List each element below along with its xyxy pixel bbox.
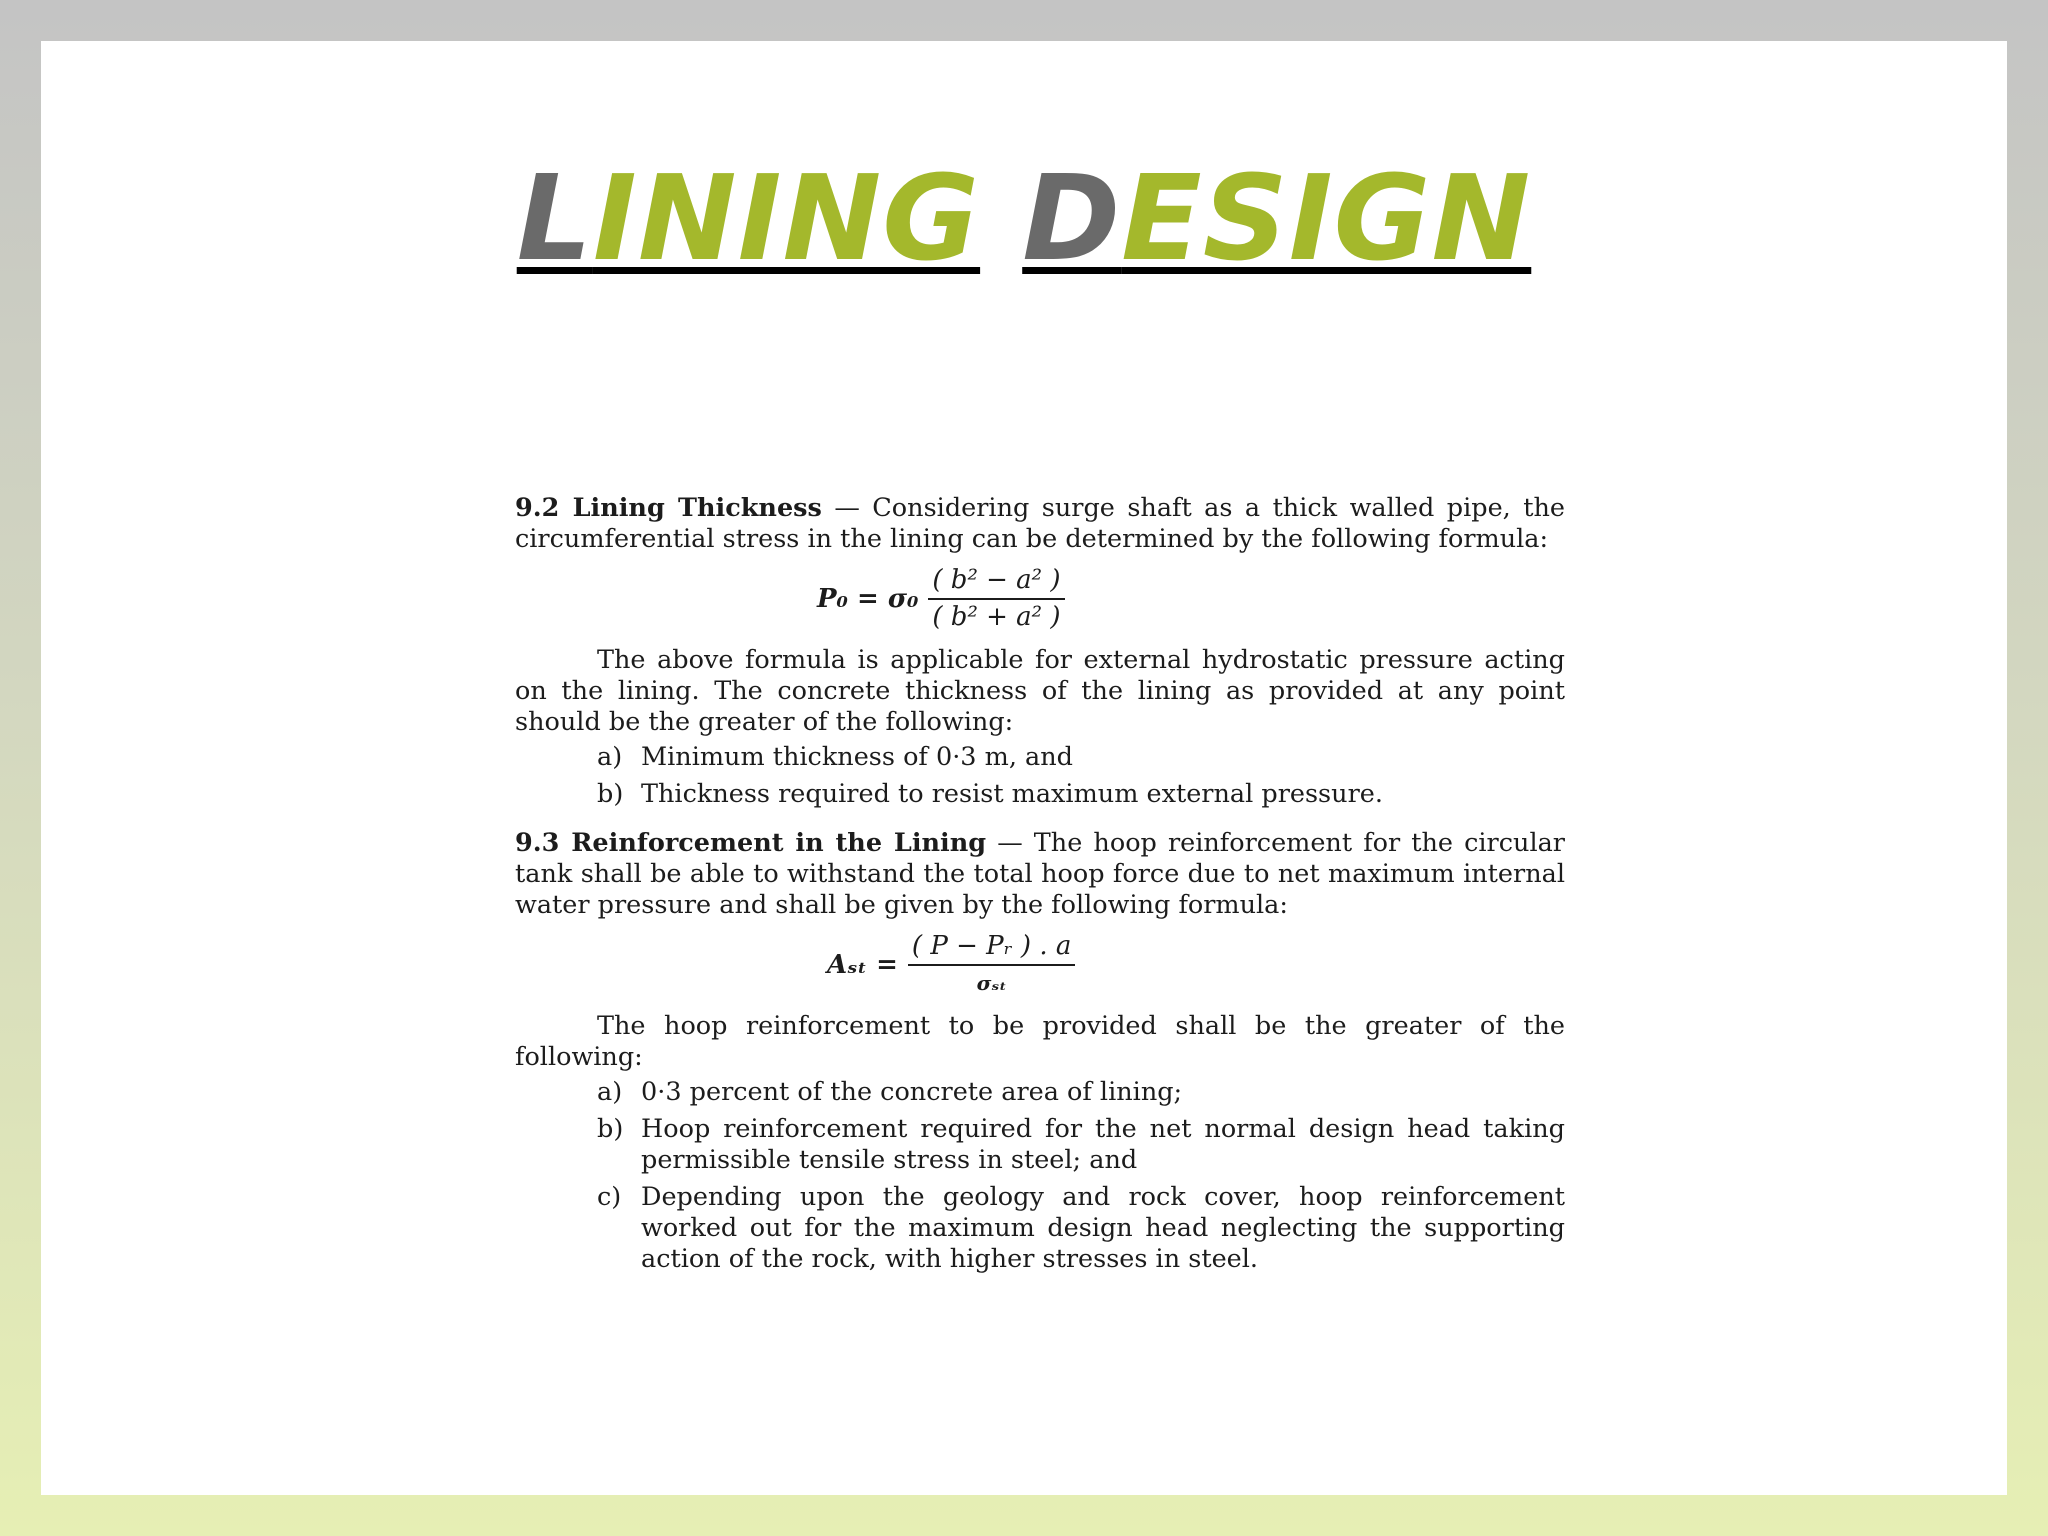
formula-numerator: ( b² − a² ) bbox=[928, 565, 1064, 600]
thickness-criteria-list bbox=[515, 742, 1565, 810]
list-marker: a) bbox=[597, 1077, 623, 1107]
section-9-2-heading: 9.2 Lining Thickness bbox=[515, 493, 822, 523]
list-item bbox=[597, 779, 1565, 810]
list-item bbox=[597, 742, 1565, 773]
list-item-text: Minimum thickness of 0·3 m, and bbox=[641, 742, 1073, 772]
formula-lhs: P₀ = σ₀ bbox=[817, 583, 919, 614]
list-item-text: Depending upon the geology and rock cover, hoop reinforcement worked out for the maximum design head neglecting the supporting action of the rock, with higher stresses in steel. bbox=[641, 1182, 1565, 1274]
hoop-reinforcement-criteria-list bbox=[515, 1077, 1565, 1275]
slide bbox=[41, 41, 2007, 1495]
list-item-text: Thickness required to resist maximum external pressure. bbox=[641, 779, 1383, 809]
list-item bbox=[597, 1182, 1565, 1275]
section-9-3-heading: 9.3 Reinforcement in the Lining bbox=[515, 828, 987, 858]
formula-circumferential-stress bbox=[817, 565, 1565, 633]
scanned-standard-excerpt bbox=[515, 493, 1565, 1281]
list-item-text: Hoop reinforcement required for the net normal design head taking permissible tensile stress in steel; and bbox=[641, 1114, 1565, 1175]
formula-numerator: ( P − Pᵣ ) . a bbox=[908, 931, 1075, 966]
title-word-lining: LINING bbox=[516, 149, 981, 287]
section-9-3-intro bbox=[515, 828, 1565, 921]
slide-title bbox=[41, 149, 2007, 287]
list-marker: a) bbox=[597, 742, 623, 772]
section-9-2-intro-text: — Considering surge shaft as a thick walled pipe, the circumferential stress in the lining can be determined by the following formula: bbox=[515, 493, 1565, 554]
list-marker: b) bbox=[597, 779, 624, 809]
title-word-design: DESIGN bbox=[1022, 149, 1532, 287]
formula-hoop-reinforcement bbox=[827, 931, 1565, 999]
formula-denominator: ( b² + a² ) bbox=[932, 602, 1061, 632]
formula-lhs: Aₛₜ = bbox=[827, 949, 898, 980]
list-item bbox=[597, 1077, 1565, 1108]
list-item bbox=[597, 1114, 1565, 1176]
list-item-text: 0·3 percent of the concrete area of lining; bbox=[641, 1077, 1183, 1107]
formula-denominator: σₛₜ bbox=[976, 971, 1007, 995]
section-9-3-intro-text: — The hoop reinforcement for the circular tank shall be able to withstand the total hoop force due to net maximum internal water pressure and shall be given by the following formula: bbox=[515, 828, 1565, 920]
section-9-3-body: The hoop reinforcement to be provided shall be the greater of the following: bbox=[515, 1011, 1565, 1072]
list-marker: b) bbox=[597, 1114, 624, 1144]
formula-fraction bbox=[928, 565, 1064, 633]
formula-fraction bbox=[908, 931, 1075, 999]
section-9-2-body: The above formula is applicable for external hydrostatic pressure acting on the lining. The concrete thickness of the lining as provided at any point should be the greater of the following: bbox=[515, 645, 1565, 737]
list-marker: c) bbox=[597, 1182, 622, 1212]
section-9-2-intro bbox=[515, 493, 1565, 555]
